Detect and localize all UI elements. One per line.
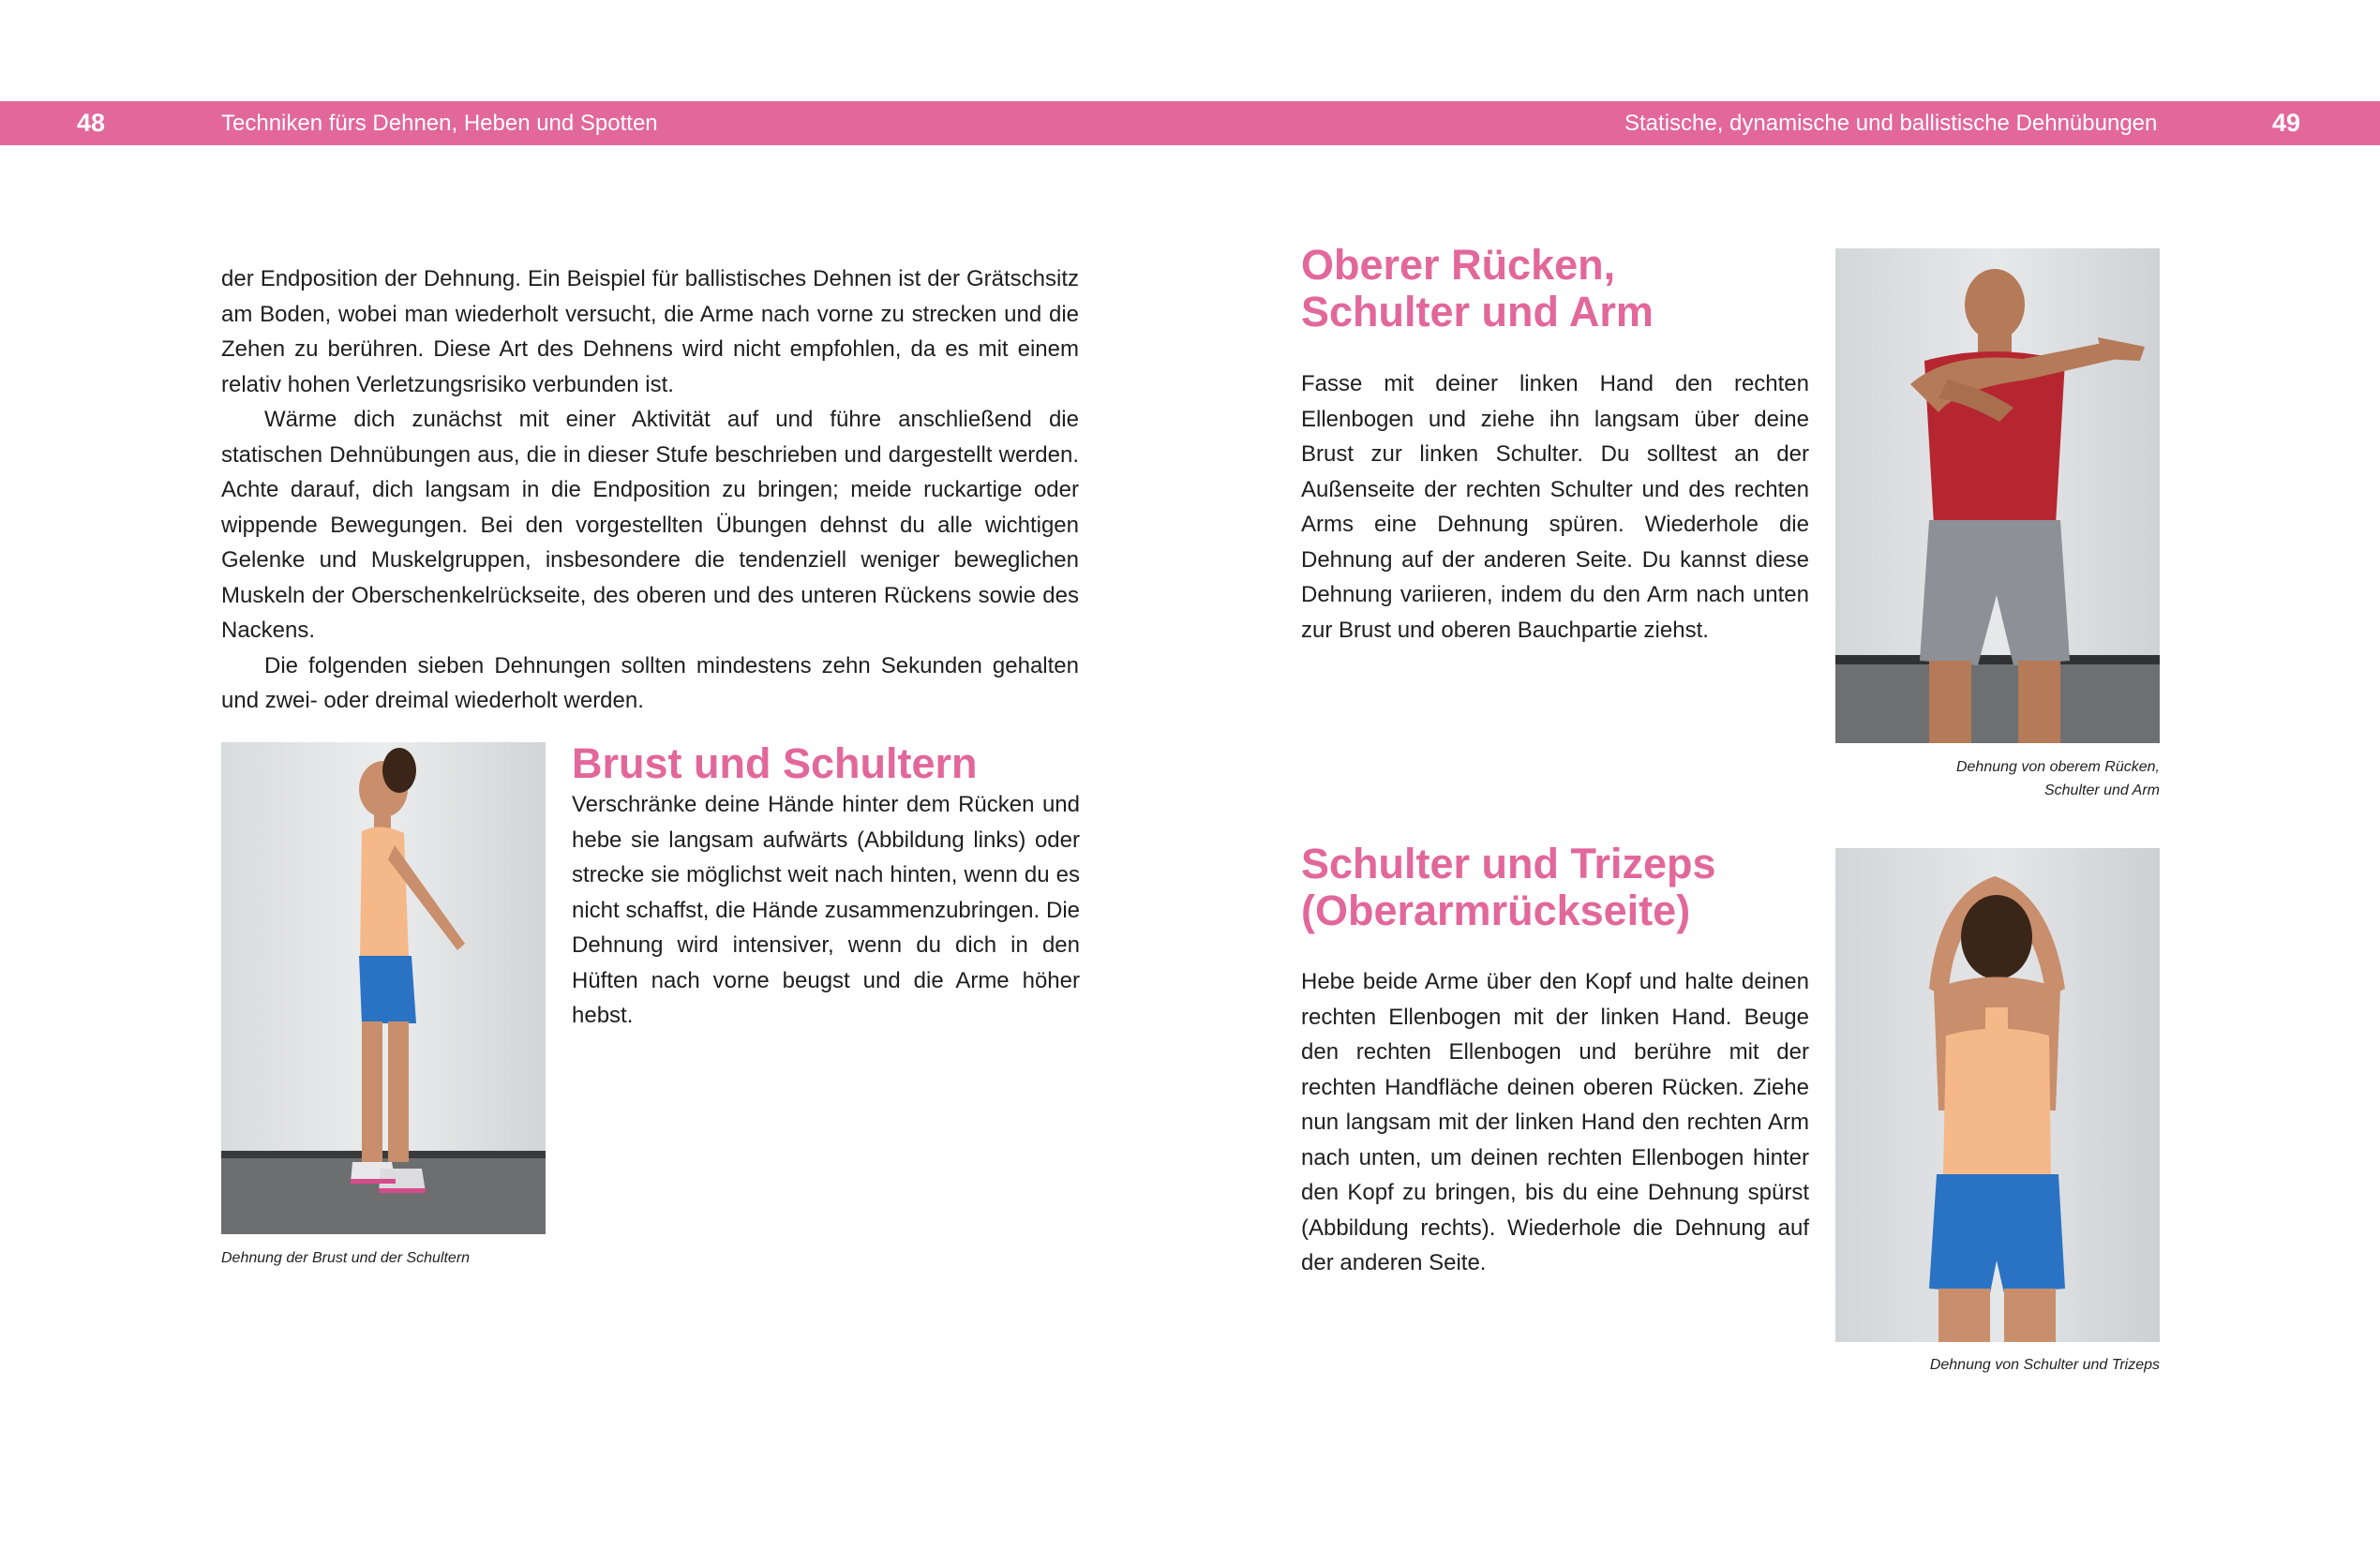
upper-back-paragraph: Fasse mit deiner linken Hand den rechten Ellenbogen und ziehe ihn langsam über deine Brust zur linken Schulter. Du solltest an der Außenseite der rechten Schulter und des rechten Arms eine Dehnung spüren. Wiederhole die Dehnung auf der anderen Seite. Du kannst diese Dehnung variieren, indem du den Arm nach unten zur Brust und oberen Bauchpartie ziehst. bbox=[1301, 371, 1809, 643]
chest-text bbox=[572, 787, 1080, 1034]
upper-back-heading-line-2: Schulter und Arm bbox=[1301, 288, 1654, 335]
triceps-text bbox=[1301, 964, 1809, 1281]
chest-stretch-caption: Dehnung der Brust und der Schultern bbox=[221, 1250, 471, 1266]
chest-heading: Brust und Schultern bbox=[572, 739, 978, 787]
left-running-title: Techniken fürs Dehnen, Heben und Spotten bbox=[221, 111, 658, 136]
triceps-heading bbox=[1301, 841, 1716, 934]
intro-paragraph-1: der Endposition der Dehnung. Ein Beispiel für ballistisches Dehnen ist der Grätschsitz am Boden, wobei man wiederholt versucht, die Arme nach vorne zu strecken und die Zehen zu berühren. Diese Art des Dehnens wird nicht empfohlen, da es mit einem relativ hohen Verletzungsrisiko verbunden ist. bbox=[221, 266, 1079, 397]
left-page-number: 48 bbox=[77, 109, 106, 137]
upper-back-caption-line-1: Dehnung von oberem Rücken, bbox=[1955, 759, 2160, 775]
right-running-title: Statische, dynamische und ballistische Dehnübungen bbox=[1624, 111, 2158, 136]
upper-back-heading-line-1: Oberer Rücken, bbox=[1301, 241, 1616, 289]
triceps-heading-line-2: (Oberarmrückseite) bbox=[1301, 887, 1691, 934]
upper-back-caption-line-2: Schulter und Arm bbox=[2043, 782, 2160, 798]
upper-back-stretch-photo bbox=[1835, 248, 2160, 743]
right-page-number: 49 bbox=[2272, 109, 2301, 137]
intro-text bbox=[221, 261, 1079, 719]
chest-paragraph: Verschränke deine Hände hinter dem Rücken und hebe sie langsam aufwärts (Abbildung links) oder strecke sie möglichst weit nach hinten, wenn du es nicht schaffst, die Hände zusammenzubringen. Die Dehnung wird intensiver, wenn du dich in den Hüften nach vorne beugst und die Arme höher hebst. bbox=[572, 792, 1080, 1028]
upper-back-text bbox=[1301, 366, 1809, 648]
intro-paragraph-2: Wärme dich zunächst mit einer Aktivität auf und führe anschließend die statischen Dehnübungen aus, die in dieser Stufe beschrieben und dargestellt werden. Achte darauf, dich langsam in die Endposition zu bringen; meide ruckartige oder wippende Bewegungen. Bei den vorgestellten Übungen dehnst du alle wichtigen Gelenke und Muskelgruppen, insbesondere die tendenziell weniger beweglichen Muskeln der Oberschenkelrückseite, des oberen und des unteren Rückens sowie des Nackens. bbox=[221, 407, 1079, 643]
header-band bbox=[0, 101, 2380, 145]
intro-paragraph-3: Die folgenden sieben Dehnungen sollten mindestens zehn Sekunden gehalten und zwei- oder dreimal wiederholt werden. bbox=[221, 652, 1079, 713]
triceps-heading-line-1: Schulter und Trizeps bbox=[1301, 840, 1716, 887]
upper-back-caption bbox=[1835, 755, 2160, 802]
triceps-stretch-photo bbox=[1835, 848, 2160, 1342]
triceps-caption: Dehnung von Schulter und Trizeps bbox=[1929, 1357, 2160, 1373]
chest-stretch-photo bbox=[221, 742, 546, 1234]
triceps-paragraph: Hebe beide Arme über den Kopf und halte deinen rechten Ellenbogen mit der linken Hand. Beuge den rechten Ellenbogen und berühre mit der rechten Handfläche deinen oberen Rücken. Ziehe nun langsam mit der linken Hand den rechten Arm nach unten, um deinen rechten Ellenbogen hinter den Kopf zu bringen, bis du eine Dehnung spürst (Abbildung rechts). Wiederhole die Dehnung auf der anderen Seite. bbox=[1301, 969, 1809, 1275]
upper-back-heading bbox=[1301, 242, 1654, 335]
